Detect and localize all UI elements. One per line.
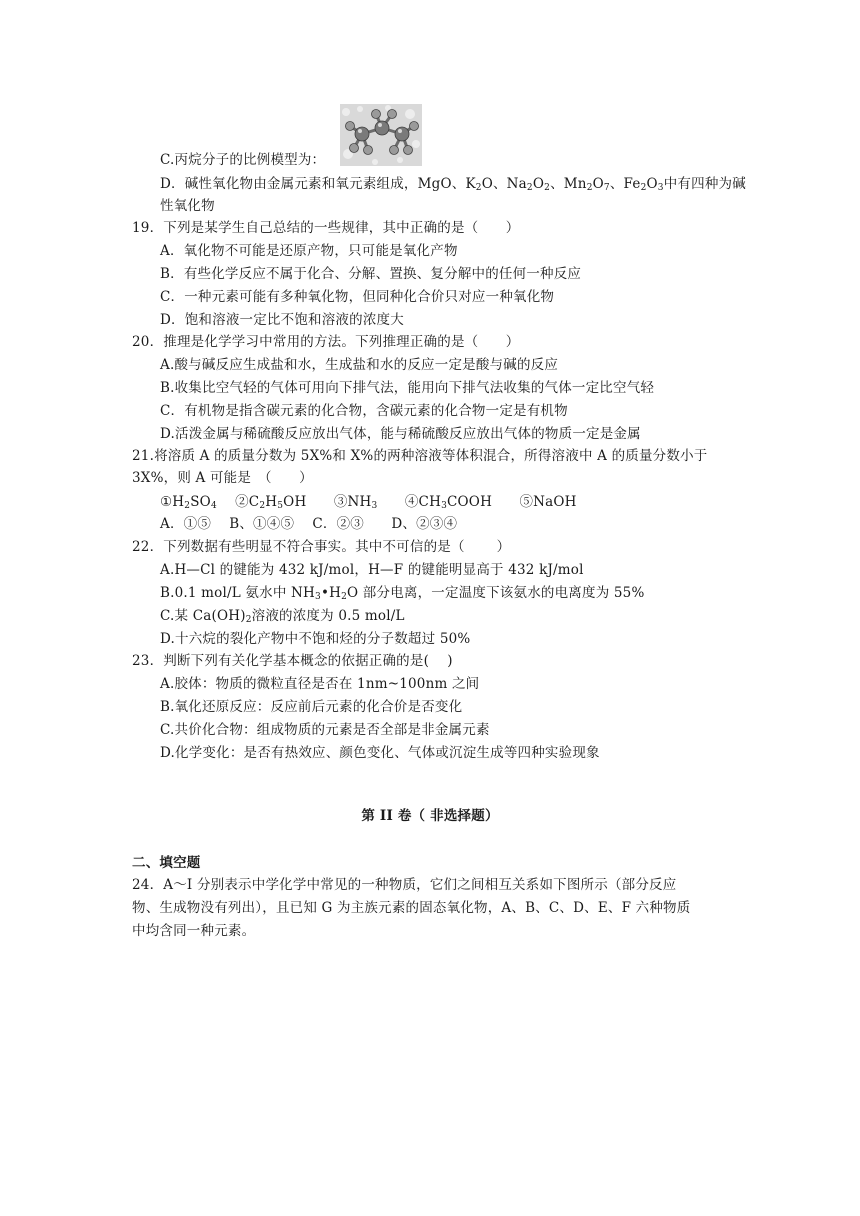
section-2-title: 第 II 卷（ 非选择题）	[361, 808, 499, 824]
q24-line2: 物、生成物没有列出），且已知 G 为主族元素的固态氧化物，A、B、C、D、E、F 六种物质	[132, 900, 691, 916]
q19-option-d: D．饱和溶液一定比不饱和溶液的浓度大	[160, 312, 404, 328]
q21-options: A．①⑤ B、①④⑤ C．②③ D、②③④	[160, 516, 458, 532]
q18-option-d-line1: D．碱性氧化物由金属元素和氧元素组成，MgO、$K_2O$、$Na_2O_2$、$Mn_2O_7$、$Fe_2O_3$中有四种为碱	[160, 176, 746, 193]
q20-option-a: A.酸与碱反应生成盐和水，生成盐和水的反应一定是酸与碱的反应	[160, 357, 559, 373]
q24-line3: 中均含同一种元素。	[132, 923, 256, 939]
q20-option-d: D.活泼金属与稀硫酸反应放出气体，能与稀硫酸反应放出气体的物质一定是金属	[160, 426, 641, 442]
q21-stem-line2: 3X%，则 A 可能是 （ ）	[132, 470, 313, 486]
q24-line1: 24．A～I 分别表示中学化学中常见的一种物质，它们之间相互关系如下图所示（部分反应	[132, 877, 677, 893]
q22-stem: 22．下列数据有些明显不符合事实。其中不可信的是（ ）	[132, 539, 511, 555]
q19-option-c: C．一种元素可能有多种氧化物，但同种化合价只对应一种氧化物	[160, 289, 555, 305]
q23-stem: 23．判断下列有关化学基本概念的依据正确的是( )	[132, 653, 453, 669]
q22-option-c: C.某 $Ca(OH)_2$溶液的浓度为 0.5 mol/L	[160, 608, 405, 625]
q23-option-a: A.胶体：物质的微粒直径是否在 1nm~100nm 之间	[160, 676, 480, 692]
q19-stem: 19．下列是某学生自己总结的一些规律，其中正确的是（ ）	[132, 220, 520, 236]
q19-option-b: B．有些化学反应不属于化合、分解、置换、复分解中的任何一种反应	[160, 266, 582, 282]
q21-stem-line1: 21.将溶质 A 的质量分数为 5X%和 X%的两种溶液等体积混合，所得溶液中 A 的质量分数小于	[132, 448, 708, 464]
propane-model-image	[340, 104, 422, 166]
q23-option-b: B.氧化还原反应：反应前后元素的化合价是否变化	[160, 699, 463, 715]
q20-option-c: C．有机物是指含碳元素的化合物，含碳元素的化合物一定是有机物	[160, 403, 568, 419]
q20-stem: 20．推理是化学学习中常用的方法。下列推理正确的是（ ）	[132, 334, 520, 350]
q23-option-c: C.共价化合物：组成物质的元素是否全部是非金属元素	[160, 722, 490, 738]
q18-option-c: C.丙烷分子的比例模型为：	[160, 152, 326, 168]
q22-option-a: A.H—Cl 的键能为 432 kJ/mol，H—F 的键能明显高于 432 kJ/mol	[160, 562, 584, 578]
q19-option-a: A．氧化物不可能是还原产物，只可能是氧化产物	[160, 243, 458, 259]
q22-option-b: B.0.1 mol/L 氨水中 $NH_3•H_2O$ 部分电离，一定温度下该氨水的电离度为 55%	[160, 585, 645, 602]
q22-option-d: D.十六烷的裂化产物中不饱和烃的分子数超过 50%	[160, 631, 471, 647]
q20-option-b: B.收集比空气轻的气体可用向下排气法，能用向下排气法收集的气体一定比空气轻	[160, 380, 655, 396]
fill-blank-heading: 二、填空题	[132, 855, 201, 871]
q23-option-d: D.化学变化：是否有热效应、颜色变化、气体或沉淀生成等四种实验现象	[160, 745, 600, 761]
q21-choices: $①H_2SO_4$ $②C_2H_5OH$ $③NH_3$ $④CH_3COOH$ ⑤NaOH	[160, 494, 577, 511]
q18-option-d-line2: 性氧化物	[160, 198, 215, 214]
